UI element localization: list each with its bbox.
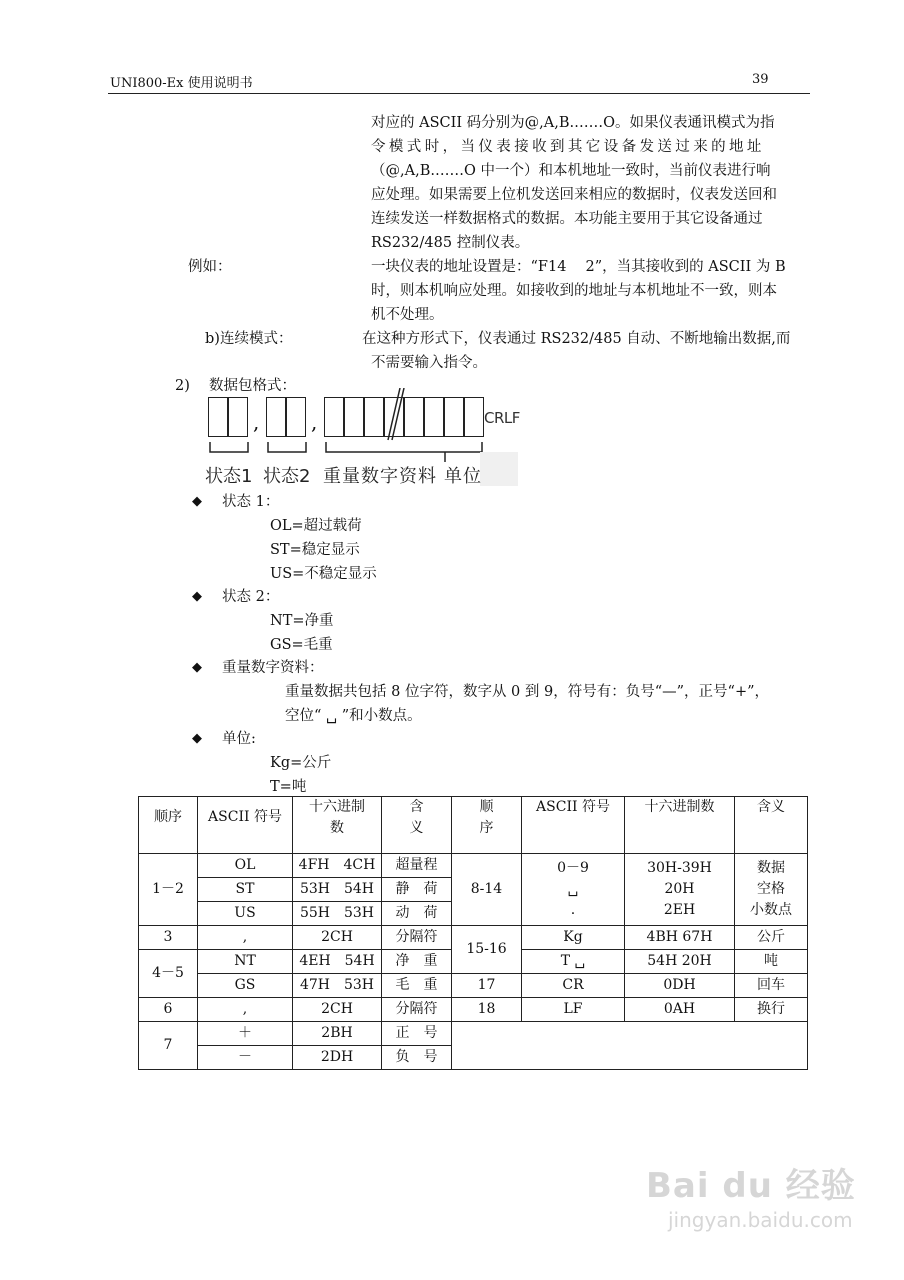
weight-title: 重量数字资料： xyxy=(222,660,324,676)
cell-hex: 2DH xyxy=(293,1046,382,1070)
unit-item: Kg=公斤 xyxy=(270,755,332,771)
bullet-icon: ◆ xyxy=(192,731,202,746)
th-meaning-line: 含 xyxy=(409,799,424,815)
cell-symbol-right: T ␣ xyxy=(522,950,625,974)
th-meaning-right: 含义 xyxy=(735,797,808,854)
cell-order-right: 18 xyxy=(452,998,522,1022)
cell-hex: 4FH 4CH xyxy=(293,854,382,878)
cell-meaning: 分隔符 xyxy=(382,926,452,950)
cell-order: 3 xyxy=(139,926,198,950)
packet-comma: , xyxy=(253,410,260,434)
status2-item: NT=净重 xyxy=(270,613,334,629)
cell-symbol: ST xyxy=(198,878,293,902)
cell-meaning-right: 吨 xyxy=(735,950,808,974)
table-header-row xyxy=(139,797,808,854)
packet-brackets xyxy=(190,388,530,463)
doc-title: UNI800-Ex 使用说明书 xyxy=(110,76,253,91)
intro-line-4: 应处理。如果需要上位机发送回来相应的数据时，仪表发送回和 xyxy=(371,187,777,203)
cell-hex: 53H 54H xyxy=(293,878,382,902)
th-ascii-right: ASCII 符号 xyxy=(522,797,625,854)
th-hex-line: 十六进制 xyxy=(309,799,365,815)
unit-item: T=吨 xyxy=(270,779,307,795)
cell-symbol-right: CR xyxy=(522,974,625,998)
cell-symbol: OL xyxy=(198,854,293,878)
th-order: 顺序 xyxy=(139,797,198,854)
th-hex-line: 数 xyxy=(330,820,344,836)
bullet-icon: ◆ xyxy=(192,494,202,509)
mean-line: 小数点 xyxy=(750,902,792,918)
status2-title: 状态 2： xyxy=(222,589,280,605)
unit-title: 单位: xyxy=(222,731,256,747)
weight-line-1: 重量数据共包括 8 位字符，数字从 0 到 9，符号有：负号“—”，正号“+”， xyxy=(285,684,770,700)
baidu-jingyan-logo: Bai du 经验 xyxy=(646,1166,856,1206)
intro-line-3: （@,A,B.……O 中一个）和本机地址一致时，当前仪表进行响 xyxy=(371,163,771,179)
th-hex-right: 十六进制数 xyxy=(625,797,735,854)
packet-crlf: CRLF xyxy=(484,409,520,427)
table-row xyxy=(139,974,808,998)
cell-meaning: 分隔符 xyxy=(382,998,452,1022)
intro-line-2: 令模式时，当仪表接收到其它设备发送过来的地址 xyxy=(371,139,765,155)
hex-line: 20H xyxy=(664,881,695,897)
bullet-icon: ◆ xyxy=(192,589,202,604)
sym-line: 0－9 xyxy=(557,860,589,876)
cell-symbol: － xyxy=(198,1046,293,1070)
th-order-line: 序 xyxy=(479,820,494,836)
th-meaning xyxy=(382,797,452,854)
label-unit: 单位 xyxy=(444,466,482,487)
packet-comma: , xyxy=(311,410,318,434)
cell-meaning: 超量程 xyxy=(382,854,452,878)
cell-hex: 2BH xyxy=(293,1022,382,1046)
cell-hex-right: 54H 20H xyxy=(625,950,735,974)
intro-line-6: RS232/485 控制仪表。 xyxy=(371,235,530,251)
cell-hex-right xyxy=(625,854,735,926)
cell-symbol: , xyxy=(198,926,293,950)
sym-line: ␣ xyxy=(567,881,579,897)
cell-meaning-right xyxy=(735,854,808,926)
intro-line-5: 连续发送一样数据格式的数据。本功能主要用于其它设备通过 xyxy=(371,211,763,227)
continuous-line-2: 不需要输入指令。 xyxy=(371,355,487,371)
cell-meaning-right: 公斤 xyxy=(735,926,808,950)
cell-symbol: US xyxy=(198,902,293,926)
example-line-1: 一块仪表的地址设置是：“F14 2”，当其接收到的 ASCII 为 B xyxy=(371,259,786,275)
cell-order: 7 xyxy=(139,1022,198,1070)
cell-empty xyxy=(452,1022,808,1070)
cell-order: 4－5 xyxy=(139,950,198,998)
cell-hex-right: 0DH xyxy=(625,974,735,998)
cell-symbol: , xyxy=(198,998,293,1022)
packet-heading: 2) 数据包格式： xyxy=(175,378,296,394)
example-label: 例如： xyxy=(188,259,232,275)
table-row xyxy=(139,998,808,1022)
cell-meaning-right: 换行 xyxy=(735,998,808,1022)
th-order-right xyxy=(452,797,522,854)
cell-symbol: GS xyxy=(198,974,293,998)
page-number: 39 xyxy=(752,72,769,87)
example-line-3: 机不处理。 xyxy=(371,307,444,323)
cell-meaning: 正 号 xyxy=(382,1022,452,1046)
cell-hex: 4EH 54H xyxy=(293,950,382,974)
th-meaning-line: 义 xyxy=(409,820,424,836)
sym-line: . xyxy=(570,902,576,918)
cell-order-right: 15-16 xyxy=(452,926,522,974)
mean-line: 空格 xyxy=(757,881,785,897)
hex-line: 30H-39H xyxy=(647,860,712,876)
cell-order: 1－2 xyxy=(139,854,198,926)
table-row xyxy=(139,854,808,878)
cell-symbol-right xyxy=(522,854,625,926)
th-order-line: 顺 xyxy=(479,799,494,815)
cell-symbol: ＋ xyxy=(198,1022,293,1046)
th-ascii: ASCII 符号 xyxy=(198,797,293,854)
header-rule xyxy=(108,93,810,94)
cell-symbol-right: Kg xyxy=(522,926,625,950)
cell-meaning-right: 回车 xyxy=(735,974,808,998)
weight-line-2: 空位“ ␣ ”和小数点。 xyxy=(285,708,422,724)
cell-order-right: 17 xyxy=(452,974,522,998)
cell-meaning: 负 号 xyxy=(382,1046,452,1070)
cell-hex-right: 0AH xyxy=(625,998,735,1022)
cell-order-right: 8-14 xyxy=(452,854,522,926)
cell-symbol-right: LF xyxy=(522,998,625,1022)
cell-hex: 47H 53H xyxy=(293,974,382,998)
bullet-icon: ◆ xyxy=(192,660,202,675)
label-status2: 状态2 xyxy=(263,466,311,487)
status1-title: 状态 1： xyxy=(222,494,280,510)
continuous-line-1: 在这种方形式下，仪表通过 RS232/485 自动、不断地输出数据,而 xyxy=(362,331,791,347)
table-row xyxy=(139,1022,808,1046)
example-line-2: 时，则本机响应处理。如接收到的地址与本机地址不一致，则本 xyxy=(371,283,777,299)
continuous-label: b)连续模式： xyxy=(205,331,293,347)
watermark-url: jingyan.baidu.com xyxy=(668,1208,853,1232)
cell-meaning: 毛 重 xyxy=(382,974,452,998)
hex-line: 2EH xyxy=(663,902,696,918)
cell-hex-right: 4BH 67H xyxy=(625,926,735,950)
cell-order: 6 xyxy=(139,998,198,1022)
label-status1: 状态1 xyxy=(205,466,253,487)
intro-line-1: 对应的 ASCII 码分别为@,A,B.……O。如果仪表通讯模式为指 xyxy=(371,115,775,131)
cell-meaning: 净 重 xyxy=(382,950,452,974)
label-weight: 重量数字资料 xyxy=(323,466,437,487)
packet-shade xyxy=(480,452,518,486)
status1-item: OL=超过载荷 xyxy=(270,518,362,534)
table-row xyxy=(139,926,808,950)
cell-hex: 2CH xyxy=(293,926,382,950)
ascii-table xyxy=(138,796,808,1070)
cell-symbol: NT xyxy=(198,950,293,974)
mean-line: 数据 xyxy=(757,860,785,876)
cell-meaning: 动 荷 xyxy=(382,902,452,926)
status2-item: GS=毛重 xyxy=(270,637,333,653)
status1-item: US=不稳定显示 xyxy=(270,566,377,582)
status1-item: ST=稳定显示 xyxy=(270,542,360,558)
th-hex xyxy=(293,797,382,854)
cell-hex: 55H 53H xyxy=(293,902,382,926)
cell-hex: 2CH xyxy=(293,998,382,1022)
cell-meaning: 静 荷 xyxy=(382,878,452,902)
